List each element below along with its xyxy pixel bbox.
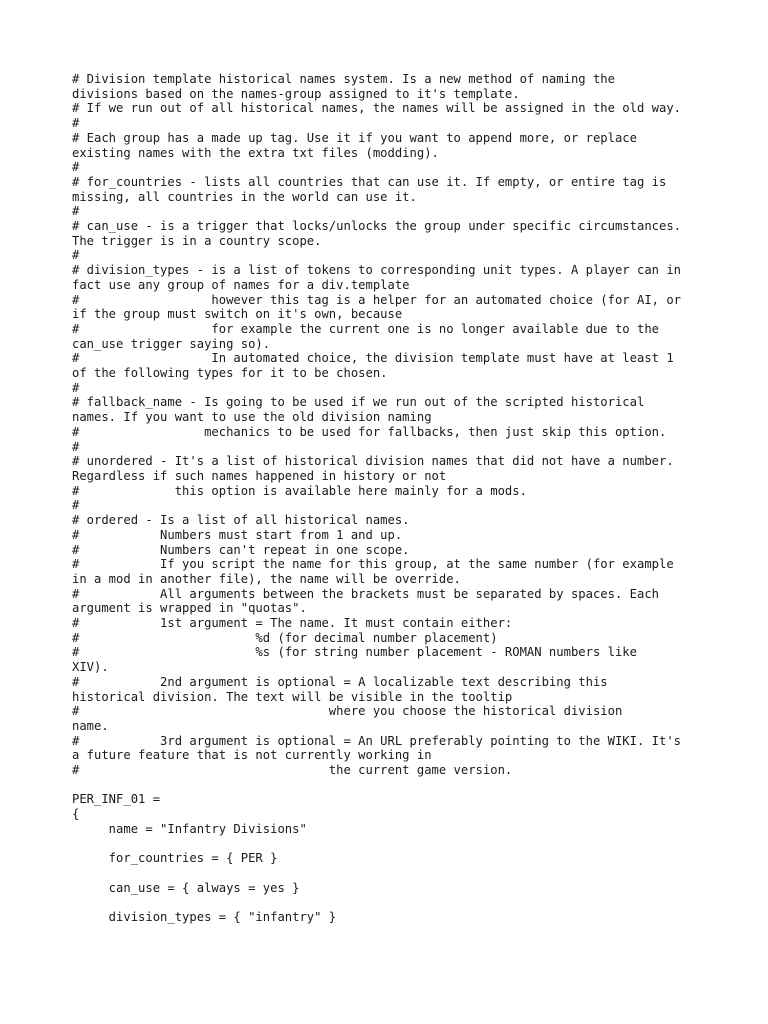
blank-line (72, 778, 704, 793)
comment-line: if the group must switch on it's own, because (72, 307, 403, 322)
blank-line (72, 895, 704, 910)
comment-line: argument is wrapped in "quotas". (72, 601, 307, 616)
comment-line: # division_types - is a list of tokens to corresponding unit types. A player can in (72, 263, 682, 278)
comment-line: # (72, 204, 80, 219)
comment-line: can_use trigger saying so). (72, 336, 271, 351)
comment-line: # 3rd argument is optional = An URL preferably pointing to the WIKI. It's (72, 733, 682, 748)
comment-line: # where you choose the historical division (72, 704, 623, 719)
comment-line: The trigger is in a country scope. (72, 233, 322, 248)
comment-line: divisions based on the names-group assigned to it's template. (72, 86, 520, 101)
document-page (72, 72, 704, 925)
comment-line: of the following types for it to be chosen. (72, 366, 388, 381)
comment-line: # however this tag is a helper for an automated choice (for AI, or (72, 292, 682, 307)
comment-line: # fallback_name - Is going to be used if we run out of the scripted historical (72, 395, 645, 410)
comment-line: # In automated choice, the division template must have at least 1 (72, 351, 674, 366)
for-countries-line: for_countries = { PER } (72, 851, 278, 866)
comment-line: # Each group has a made up tag. Use it if you want to append more, or replace (72, 130, 637, 145)
comment-line: # (72, 248, 80, 263)
comment-line: # ordered - Is a list of all historical names. (72, 513, 410, 528)
comment-line: # unordered - It's a list of historical division names that did not have a number. (72, 454, 674, 469)
comment-line: # for_countries - lists all countries that can use it. If empty, or entire tag is (72, 174, 667, 189)
can-use-line: can_use = { always = yes } (72, 880, 300, 895)
comment-line: # this option is available here mainly for a mods. (72, 483, 527, 498)
comment-block (72, 72, 704, 778)
comment-line: Regardless if such names happened in history or not (72, 468, 447, 483)
name-field-line: name = "Infantry Divisions" (72, 821, 307, 836)
comment-line: names. If you want to use the old division naming (72, 410, 432, 425)
comment-line: historical division. The text will be visible in the tooltip (72, 689, 513, 704)
comment-line: XIV). (72, 660, 109, 675)
template-name-line: PER_INF_01 = (72, 792, 161, 807)
blank-line (72, 837, 704, 852)
comment-line: # (72, 498, 80, 513)
comment-line: name. (72, 718, 109, 733)
comment-line: missing, all countries in the world can use it. (72, 189, 417, 204)
comment-line: a future feature that is not currently working in (72, 748, 432, 763)
comment-line: # %d (for decimal number placement) (72, 630, 498, 645)
comment-line: fact use any group of names for a div.template (72, 277, 410, 292)
comment-line: # the current game version. (72, 763, 513, 778)
comment-line: # (72, 380, 80, 395)
comment-line: # All arguments between the brackets must be separated by spaces. Each (72, 586, 659, 601)
open-brace-line: { (72, 807, 80, 822)
comment-line: # %s (for string number placement - ROMAN numbers like (72, 645, 637, 660)
comment-line: # mechanics to be used for fallbacks, then just skip this option. (72, 424, 667, 439)
comment-line: # (72, 116, 80, 131)
comment-line: # for example the current one is no longer available due to the (72, 321, 659, 336)
comment-line: # Division template historical names system. Is a new method of naming the (72, 72, 615, 86)
comment-line: existing names with the extra txt files (modding). (72, 145, 439, 160)
comment-line: # (72, 160, 80, 175)
comment-line: # Numbers must start from 1 and up. (72, 527, 403, 542)
division-types-line: division_types = { "infantry" } (72, 910, 337, 925)
comment-line: # can_use - is a trigger that locks/unlocks the group under specific circumstances. (72, 219, 682, 234)
comment-line: # If you script the name for this group, at the same number (for example (72, 557, 674, 572)
comment-line: # Numbers can't repeat in one scope. (72, 542, 410, 557)
comment-line: # If we run out of all historical names, the names will be assigned in the old way. (72, 101, 682, 116)
comment-line: in a mod in another file), the name will be override. (72, 571, 461, 586)
comment-line: # 2nd argument is optional = A localizable text describing this (72, 674, 608, 689)
comment-line: # 1st argument = The name. It must contain either: (72, 616, 513, 631)
comment-line: # (72, 439, 80, 454)
blank-line (72, 866, 704, 881)
